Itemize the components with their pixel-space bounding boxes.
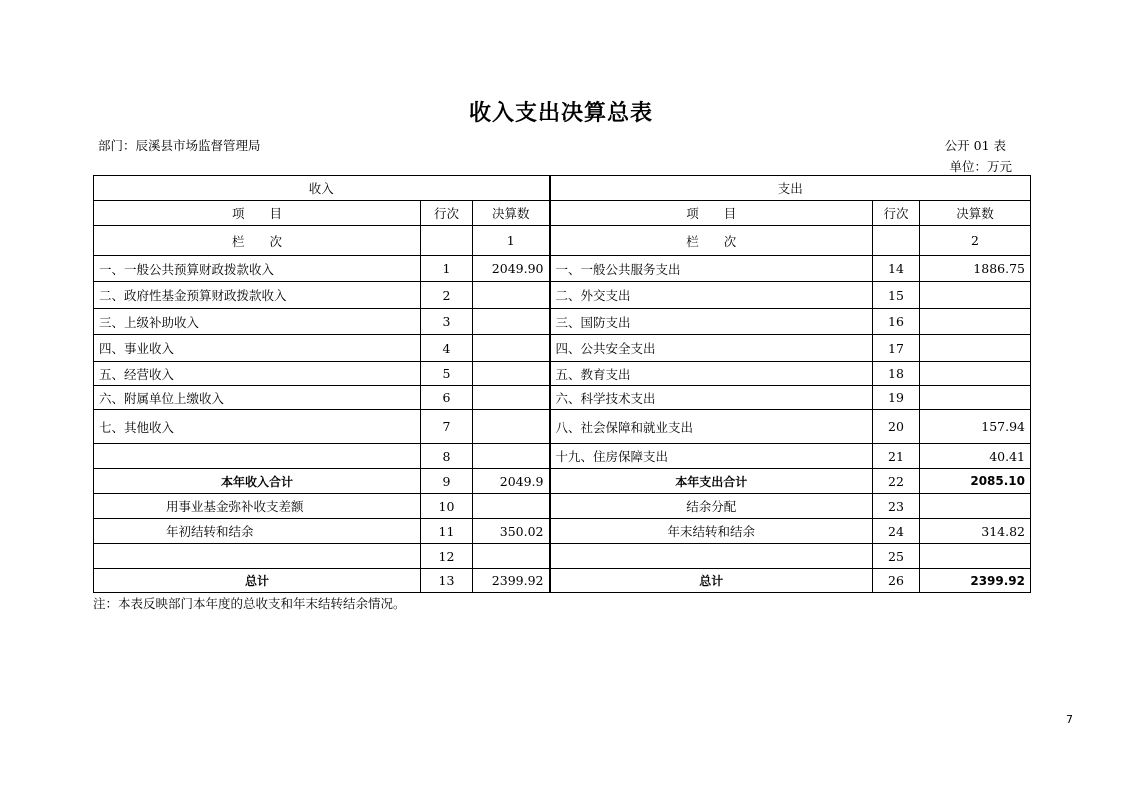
table-row xyxy=(94,282,1031,309)
expense-rowno: 22 xyxy=(873,469,920,494)
table-row-subtotal xyxy=(94,469,1031,494)
table-row xyxy=(94,444,1031,469)
income-header: 收入 xyxy=(94,176,550,201)
expense-rowno-header: 行次 xyxy=(873,201,920,226)
column-index-row xyxy=(94,226,1031,256)
expense-item: 本年支出合计 xyxy=(550,469,873,494)
income-amount: 2049.9 xyxy=(473,469,550,494)
table-header-row xyxy=(94,176,1031,201)
income-item: 年初结转和结余 xyxy=(94,519,421,544)
expense-item: 六、科学技术支出 xyxy=(550,386,873,410)
expense-rowno: 17 xyxy=(873,335,920,362)
income-rowno: 11 xyxy=(421,519,473,544)
expense-column-rowno xyxy=(873,226,920,256)
expense-amount xyxy=(920,362,1031,386)
expense-rowno: 15 xyxy=(873,282,920,309)
expense-rowno: 16 xyxy=(873,309,920,335)
income-amount xyxy=(473,494,550,519)
income-amount xyxy=(473,410,550,444)
income-amount xyxy=(473,335,550,362)
table-note: 注：本表反映部门本年度的总收支和年末结转结余情况。 xyxy=(93,596,406,611)
expense-item: 结余分配 xyxy=(550,494,873,519)
expense-amount: 314.82 xyxy=(920,519,1031,544)
income-column-label: 栏 次 xyxy=(94,226,421,256)
income-item: 七、其他收入 xyxy=(94,410,421,444)
expense-amount xyxy=(920,309,1031,335)
income-amount xyxy=(473,544,550,569)
income-rowno: 1 xyxy=(421,256,473,282)
income-rowno: 8 xyxy=(421,444,473,469)
expense-rowno: 19 xyxy=(873,386,920,410)
income-column-rowno xyxy=(421,226,473,256)
table-row xyxy=(94,256,1031,282)
income-expense-table xyxy=(93,175,1031,593)
unit-label: 单位：万元 xyxy=(949,159,1012,174)
income-amount xyxy=(473,282,550,309)
expense-item: 三、国防支出 xyxy=(550,309,873,335)
income-amount xyxy=(473,444,550,469)
expense-column-index: 2 xyxy=(920,226,1031,256)
expense-rowno: 20 xyxy=(873,410,920,444)
income-rowno: 4 xyxy=(421,335,473,362)
expense-amount: 157.94 xyxy=(920,410,1031,444)
expense-amount xyxy=(920,494,1031,519)
department-label: 部门：辰溪县市场监督管理局 xyxy=(98,138,261,153)
table-row xyxy=(94,410,1031,444)
expense-item: 二、外交支出 xyxy=(550,282,873,309)
expense-rowno: 21 xyxy=(873,444,920,469)
income-item xyxy=(94,544,421,569)
table-subheader-row xyxy=(94,201,1031,226)
table-row xyxy=(94,494,1031,519)
table-row xyxy=(94,386,1031,410)
expense-amount xyxy=(920,335,1031,362)
expense-amount: 2399.92 xyxy=(920,569,1031,593)
page-title: 收入支出决算总表 xyxy=(468,101,653,126)
income-item: 五、经营收入 xyxy=(94,362,421,386)
table-row-total xyxy=(94,569,1031,593)
income-amount xyxy=(473,309,550,335)
income-rowno: 6 xyxy=(421,386,473,410)
expense-amount: 2085.10 xyxy=(920,469,1031,494)
income-item: 本年收入合计 xyxy=(94,469,421,494)
expense-item: 一、一般公共服务支出 xyxy=(550,256,873,282)
expense-item xyxy=(550,544,873,569)
income-item-header: 项 目 xyxy=(94,201,421,226)
income-item: 六、附属单位上缴收入 xyxy=(94,386,421,410)
expense-column-label: 栏 次 xyxy=(550,226,873,256)
expense-rowno: 25 xyxy=(873,544,920,569)
income-item xyxy=(94,444,421,469)
expense-item: 五、教育支出 xyxy=(550,362,873,386)
income-rowno: 2 xyxy=(421,282,473,309)
income-amount-header: 决算数 xyxy=(473,201,550,226)
expense-rowno: 14 xyxy=(873,256,920,282)
expense-item: 总计 xyxy=(550,569,873,593)
income-item: 总计 xyxy=(94,569,421,593)
expense-amount xyxy=(920,386,1031,410)
expense-amount xyxy=(920,282,1031,309)
income-rowno-header: 行次 xyxy=(421,201,473,226)
form-number: 公开 01 表 xyxy=(944,138,1006,153)
income-rowno: 10 xyxy=(421,494,473,519)
income-amount xyxy=(473,362,550,386)
income-rowno: 12 xyxy=(421,544,473,569)
income-rowno: 5 xyxy=(421,362,473,386)
income-amount: 350.02 xyxy=(473,519,550,544)
expense-rowno: 24 xyxy=(873,519,920,544)
table-row xyxy=(94,519,1031,544)
expense-rowno: 18 xyxy=(873,362,920,386)
table-row xyxy=(94,544,1031,569)
expense-rowno: 26 xyxy=(873,569,920,593)
income-column-index: 1 xyxy=(473,226,550,256)
expense-amount xyxy=(920,544,1031,569)
income-item: 三、上级补助收入 xyxy=(94,309,421,335)
page-number: 7 xyxy=(1066,713,1073,726)
income-amount: 2049.90 xyxy=(473,256,550,282)
income-item: 四、事业收入 xyxy=(94,335,421,362)
expense-item: 年末结转和结余 xyxy=(550,519,873,544)
expense-item-header: 项 目 xyxy=(550,201,873,226)
expense-rowno: 23 xyxy=(873,494,920,519)
table-row xyxy=(94,362,1031,386)
income-rowno: 7 xyxy=(421,410,473,444)
expense-amount: 40.41 xyxy=(920,444,1031,469)
income-rowno: 13 xyxy=(421,569,473,593)
expense-amount-header: 决算数 xyxy=(920,201,1031,226)
income-item: 二、政府性基金预算财政拨款收入 xyxy=(94,282,421,309)
income-rowno: 9 xyxy=(421,469,473,494)
expense-amount: 1886.75 xyxy=(920,256,1031,282)
income-rowno: 3 xyxy=(421,309,473,335)
table-row xyxy=(94,335,1031,362)
expense-header: 支出 xyxy=(550,176,1031,201)
income-item: 一、一般公共预算财政拨款收入 xyxy=(94,256,421,282)
income-item: 用事业基金弥补收支差额 xyxy=(94,494,421,519)
expense-item: 四、公共安全支出 xyxy=(550,335,873,362)
income-amount xyxy=(473,386,550,410)
expense-item: 十九、住房保障支出 xyxy=(550,444,873,469)
income-amount: 2399.92 xyxy=(473,569,550,593)
expense-item: 八、社会保障和就业支出 xyxy=(550,410,873,444)
table-row xyxy=(94,309,1031,335)
